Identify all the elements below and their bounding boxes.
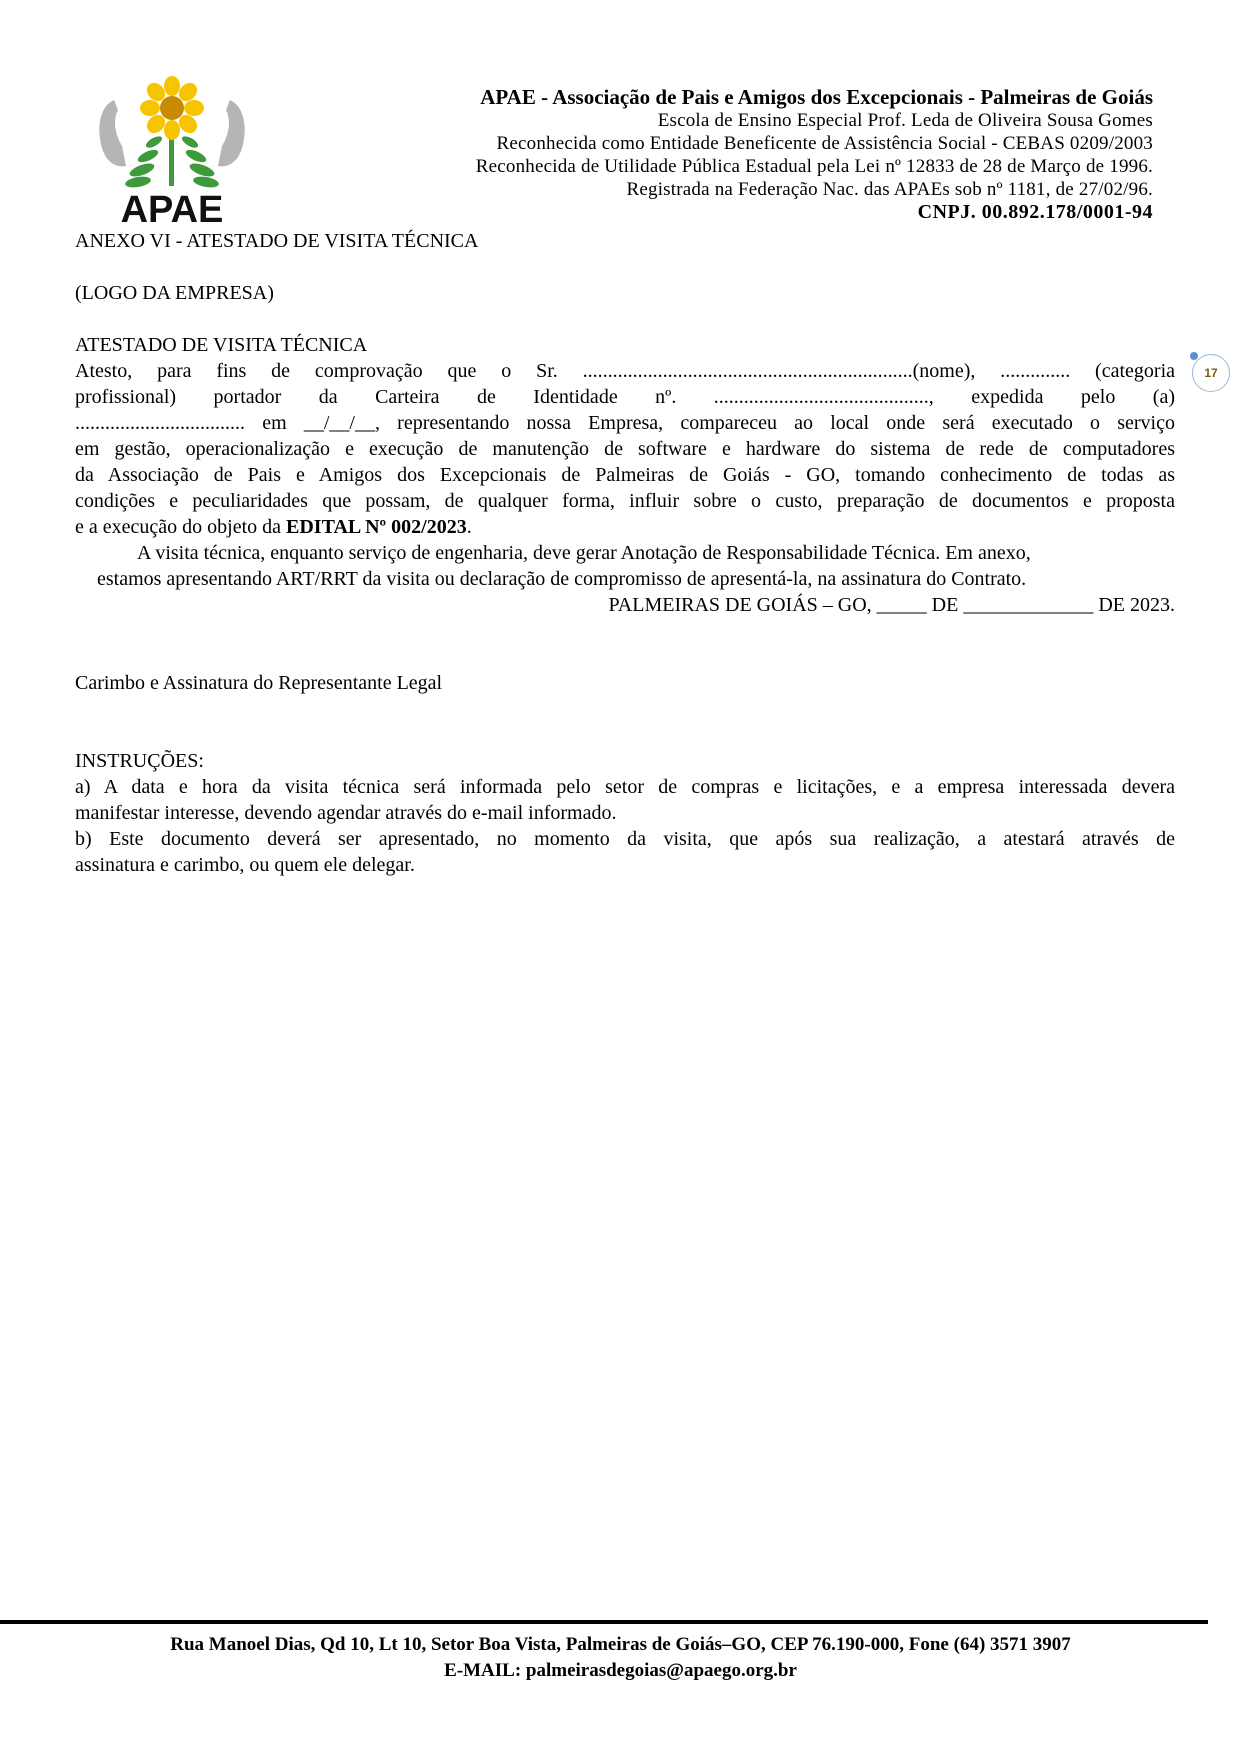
paragraph1-line: profissional) portador da Carteira de Identidade nº. ..........................................., expedida pelo (a) xyxy=(75,386,1175,408)
page-badge-dot-icon xyxy=(1190,352,1198,360)
paragraph1-last-prefix: e a execução do objeto da xyxy=(75,516,287,538)
letterhead-line-utility: Reconhecida de Utilidade Pública Estadual pela Lei nº 12833 de 28 de Março de 1996. xyxy=(475,156,1153,177)
paragraph1-line: condições e peculiaridades que possam, de qualquer forma, influir sobre o custo, preparação de documentos e proposta xyxy=(75,490,1175,512)
letterhead-line-school: Escola de Ensino Especial Prof. Leda de Oliveira Sousa Gomes xyxy=(657,110,1153,131)
apae-logo xyxy=(92,76,252,228)
instruction-a-line2: manifestar interesse, devendo agendar através do e-mail informado. xyxy=(75,802,617,824)
letterhead xyxy=(476,86,1153,224)
footer-address: Rua Manoel Dias, Qd 10, Lt 10, Setor Boa Vista, Palmeiras de Goiás–GO, CEP 76.190-000, Fone (64) 3571 3907 xyxy=(170,1634,1071,1655)
annex-title: ANEXO VI - ATESTADO DE VISITA TÉCNICA xyxy=(75,230,479,252)
edital-number: EDITAL Nº 002/2023 xyxy=(286,516,467,538)
page-number-badge: 17 xyxy=(1192,354,1230,392)
instruction-b-line2: assinatura e carimbo, ou quem ele delegar. xyxy=(75,854,415,876)
instructions-title: INSTRUÇÕES: xyxy=(75,750,204,772)
date-line: PALMEIRAS DE GOIÁS – GO, _____ DE _____________ DE 2023. xyxy=(608,594,1175,616)
paragraph1-last-suffix: . xyxy=(466,516,472,538)
left-hand-shape xyxy=(99,100,126,166)
cnpj: CNPJ. 00.892.178/0001-94 xyxy=(917,201,1153,223)
company-logo-placeholder: (LOGO DA EMPRESA) xyxy=(75,282,274,304)
paragraph2-line2: estamos apresentando ART/RRT da visita ou declaração de compromisso de apresentá-la, na assinatura do Contrato. xyxy=(97,568,1027,590)
leaves-left xyxy=(124,134,163,189)
document-title: ATESTADO DE VISITA TÉCNICA xyxy=(75,334,368,356)
letterhead-line-registration: Registrada na Federação Nac. das APAEs sob nº 1181, de 27/02/96. xyxy=(626,179,1153,200)
instruction-b-line1: b) Este documento deverá ser apresentado, no momento da visita, que após sua realização, a atestará através de xyxy=(75,828,1175,850)
paragraph1-line: da Associação de Pais e Amigos dos Excepcionais de Palmeiras de Goiás - GO, tomando conhecimento de todas as xyxy=(75,464,1175,486)
signature-label: Carimbo e Assinatura do Representante Legal xyxy=(75,672,443,694)
paragraph1-last-line xyxy=(75,514,1175,540)
leaves-right xyxy=(180,134,219,189)
logo-text: APAE xyxy=(120,189,224,228)
paragraph1-line: .................................. em __/__/__, representando nossa Empresa, compareceu ao local onde será executado o serviço xyxy=(75,412,1175,434)
letterhead-line-cebas: Reconhecida como Entidade Beneficente de Assistência Social - CEBAS 0209/2003 xyxy=(496,133,1153,154)
instruction-a-line1: a) A data e hora da visita técnica será informada pelo setor de compras e licitações, e a empresa interessada devera xyxy=(75,776,1175,798)
footer-divider xyxy=(0,1620,1208,1624)
right-hand-shape xyxy=(218,100,245,166)
document-body xyxy=(75,228,1175,878)
paragraph1-line: em gestão, operacionalização e execução de manutenção de software e hardware do sistema de rede de computadores xyxy=(75,438,1175,460)
flower-center xyxy=(160,96,184,120)
footer-email: E-MAIL: palmeirasdegoias@apaego.org.br xyxy=(444,1660,797,1681)
org-name: APAE - Associação de Pais e Amigos dos Excepcionais - Palmeiras de Goiás xyxy=(480,85,1153,109)
footer xyxy=(0,1632,1241,1684)
paragraph2-line1: A visita técnica, enquanto serviço de engenharia, deve gerar Anotação de Responsabilidade Técnica. Em anexo, xyxy=(137,542,1031,564)
paragraph1-line: Atesto, para fins de comprovação que o Sr. ..................................................................(nome), .............. (categoria xyxy=(75,360,1175,382)
